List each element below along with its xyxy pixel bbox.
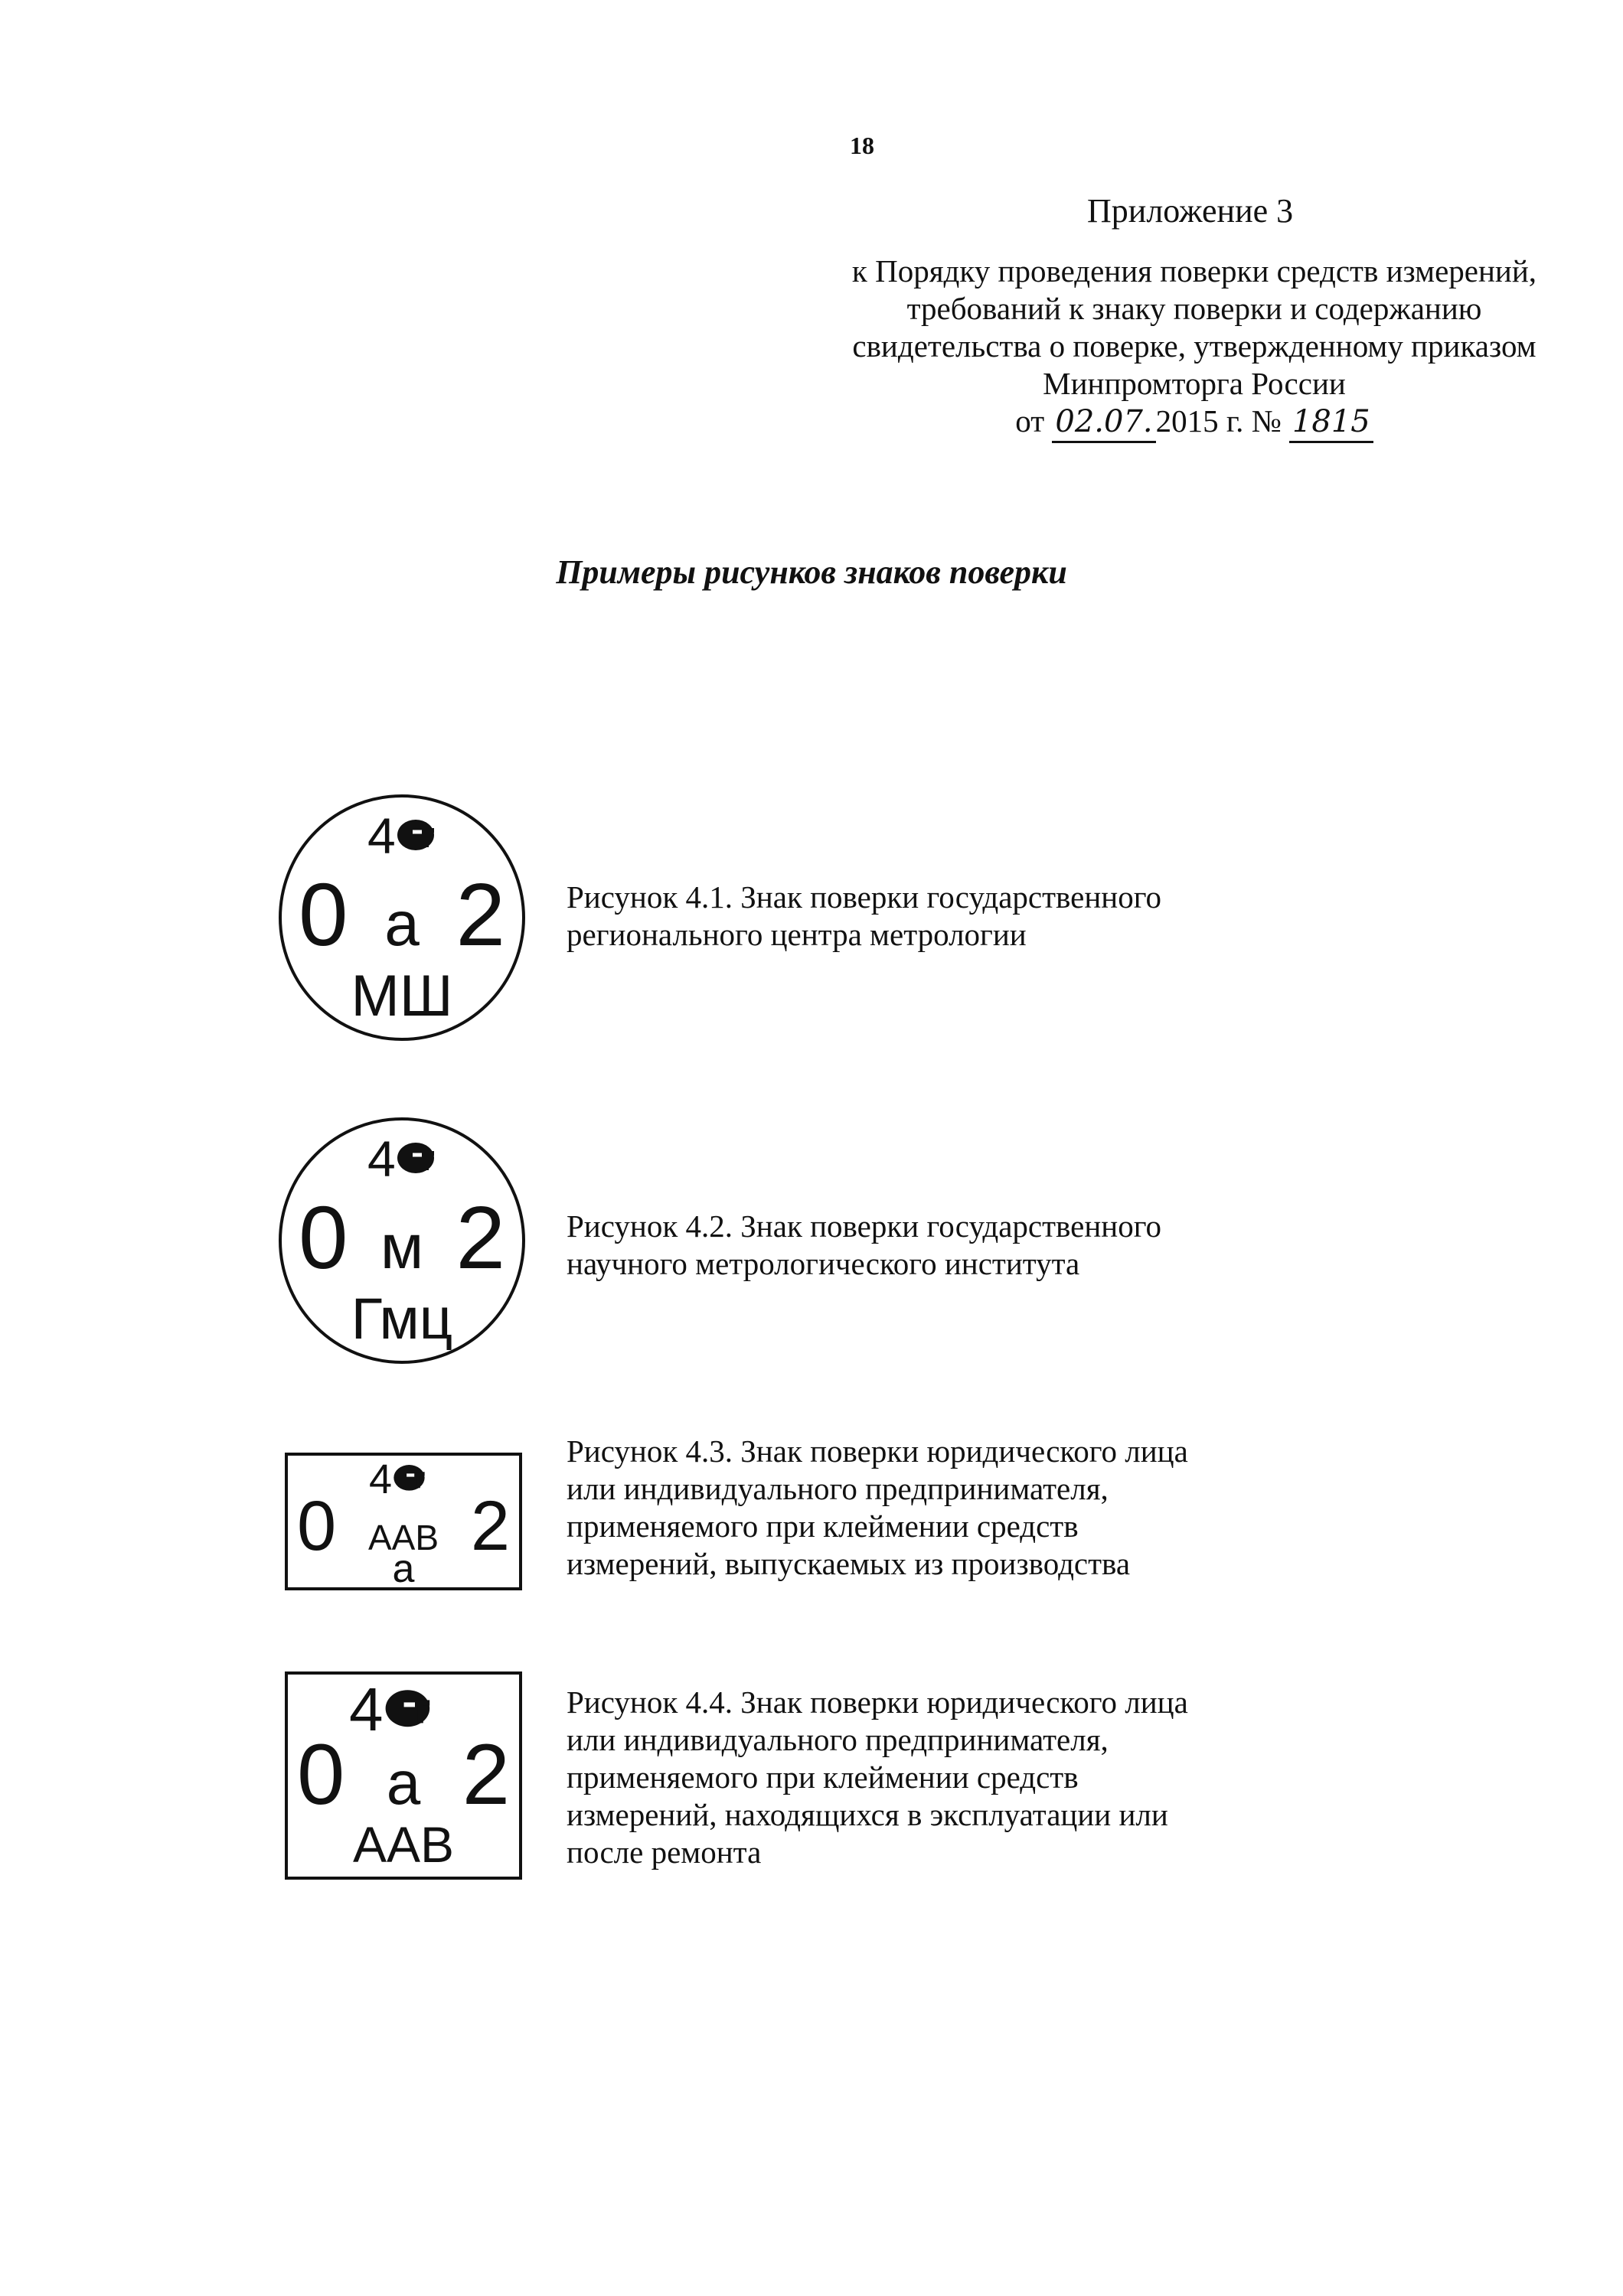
seal-symbol-icon <box>396 1130 440 1188</box>
mark-left-digit: 0 <box>297 1487 337 1565</box>
reference-line-1: к Порядку проведения поверки средств измерений, <box>851 253 1537 289</box>
caption-line: Рисунок 4.4. Знак поверки юридического лица <box>567 1684 1188 1720</box>
figure-caption <box>567 1684 1188 1871</box>
mark-middle-row <box>288 1725 519 1824</box>
caption-line: регионального центра метрологии <box>567 917 1027 952</box>
handwritten-number: 1815 <box>1289 403 1373 443</box>
mark-right-digit: 2 <box>470 1487 510 1565</box>
caption-line: Рисунок 4.3. Знак поверки юридического лица <box>567 1433 1188 1469</box>
caption-line: Рисунок 4.1. Знак поверки государственного <box>567 879 1162 915</box>
date-prefix: от <box>1015 403 1045 439</box>
reference-line-2: требований к знаку поверки и содержанию <box>906 291 1482 326</box>
figure-caption <box>567 879 1161 954</box>
reference-date-line <box>827 403 1562 443</box>
caption-line: Рисунок 4.2. Знак поверки государственного <box>567 1208 1162 1244</box>
caption-line: или индивидуального предпринимателя, <box>567 1722 1109 1757</box>
mark-year-digit: 4 <box>369 1456 393 1502</box>
mark-left-digit: 0 <box>299 865 348 964</box>
mark-middle-row <box>282 863 522 966</box>
mark-middle-row <box>282 1186 522 1289</box>
reference-line-4: Минпромторга России <box>1043 366 1346 401</box>
figure-caption <box>567 1433 1188 1583</box>
mark-middle-letter: а <box>384 889 420 959</box>
caption-line: применяемого при клеймении средств <box>567 1760 1079 1795</box>
mark-middle-letter: м <box>380 1212 424 1282</box>
mark-bottom-code: Гмц <box>351 1287 453 1352</box>
mark-middle-letter: ААВ <box>367 1518 439 1557</box>
mark-top-row <box>367 1130 440 1188</box>
verification-mark-rect <box>285 1671 522 1880</box>
caption-line: научного метрологического института <box>567 1246 1080 1281</box>
mark-year-digit: 4 <box>367 807 396 864</box>
caption-line: или индивидуального предпринимателя, <box>567 1471 1109 1506</box>
verification-mark-circle <box>279 794 525 1041</box>
mark-right-digit: 2 <box>462 1727 510 1822</box>
caption-line: после ремонта <box>567 1835 762 1870</box>
mark-bottom-code: ААВ <box>352 1816 455 1873</box>
handwritten-date: 02.07. <box>1052 403 1155 443</box>
mark-left-digit: 0 <box>297 1727 345 1822</box>
date-year: 2015 г. № <box>1155 403 1282 439</box>
mark-bottom-code: МШ <box>351 964 453 1029</box>
verification-mark-circle <box>279 1117 525 1364</box>
appendix-label: Приложение 3 <box>1087 192 1294 230</box>
mark-bottom-code: а <box>392 1547 415 1591</box>
mark-middle-letter: а <box>386 1749 421 1817</box>
caption-line: измерений, выпускаемых из производства <box>567 1546 1131 1581</box>
mark-right-digit: 2 <box>456 865 505 964</box>
figure-caption <box>567 1208 1161 1283</box>
mark-left-digit: 0 <box>299 1188 348 1287</box>
seal-symbol-icon <box>396 807 440 865</box>
mark-top-row <box>367 807 440 865</box>
caption-line: применяемого при клеймении средств <box>567 1508 1079 1544</box>
mark-year-digit: 4 <box>349 1675 384 1743</box>
mark-year-digit: 4 <box>367 1130 396 1187</box>
caption-line: измерений, находящихся в эксплуатации или <box>567 1797 1168 1832</box>
appendix-reference <box>827 253 1562 443</box>
reference-line-3: свидетельства о поверке, утвержденному приказом <box>852 328 1536 364</box>
section-title: Примеры рисунков знаков поверки <box>556 553 1067 591</box>
page-number: 18 <box>850 132 874 159</box>
verification-mark-rect <box>285 1453 522 1590</box>
mark-right-digit: 2 <box>456 1188 505 1287</box>
